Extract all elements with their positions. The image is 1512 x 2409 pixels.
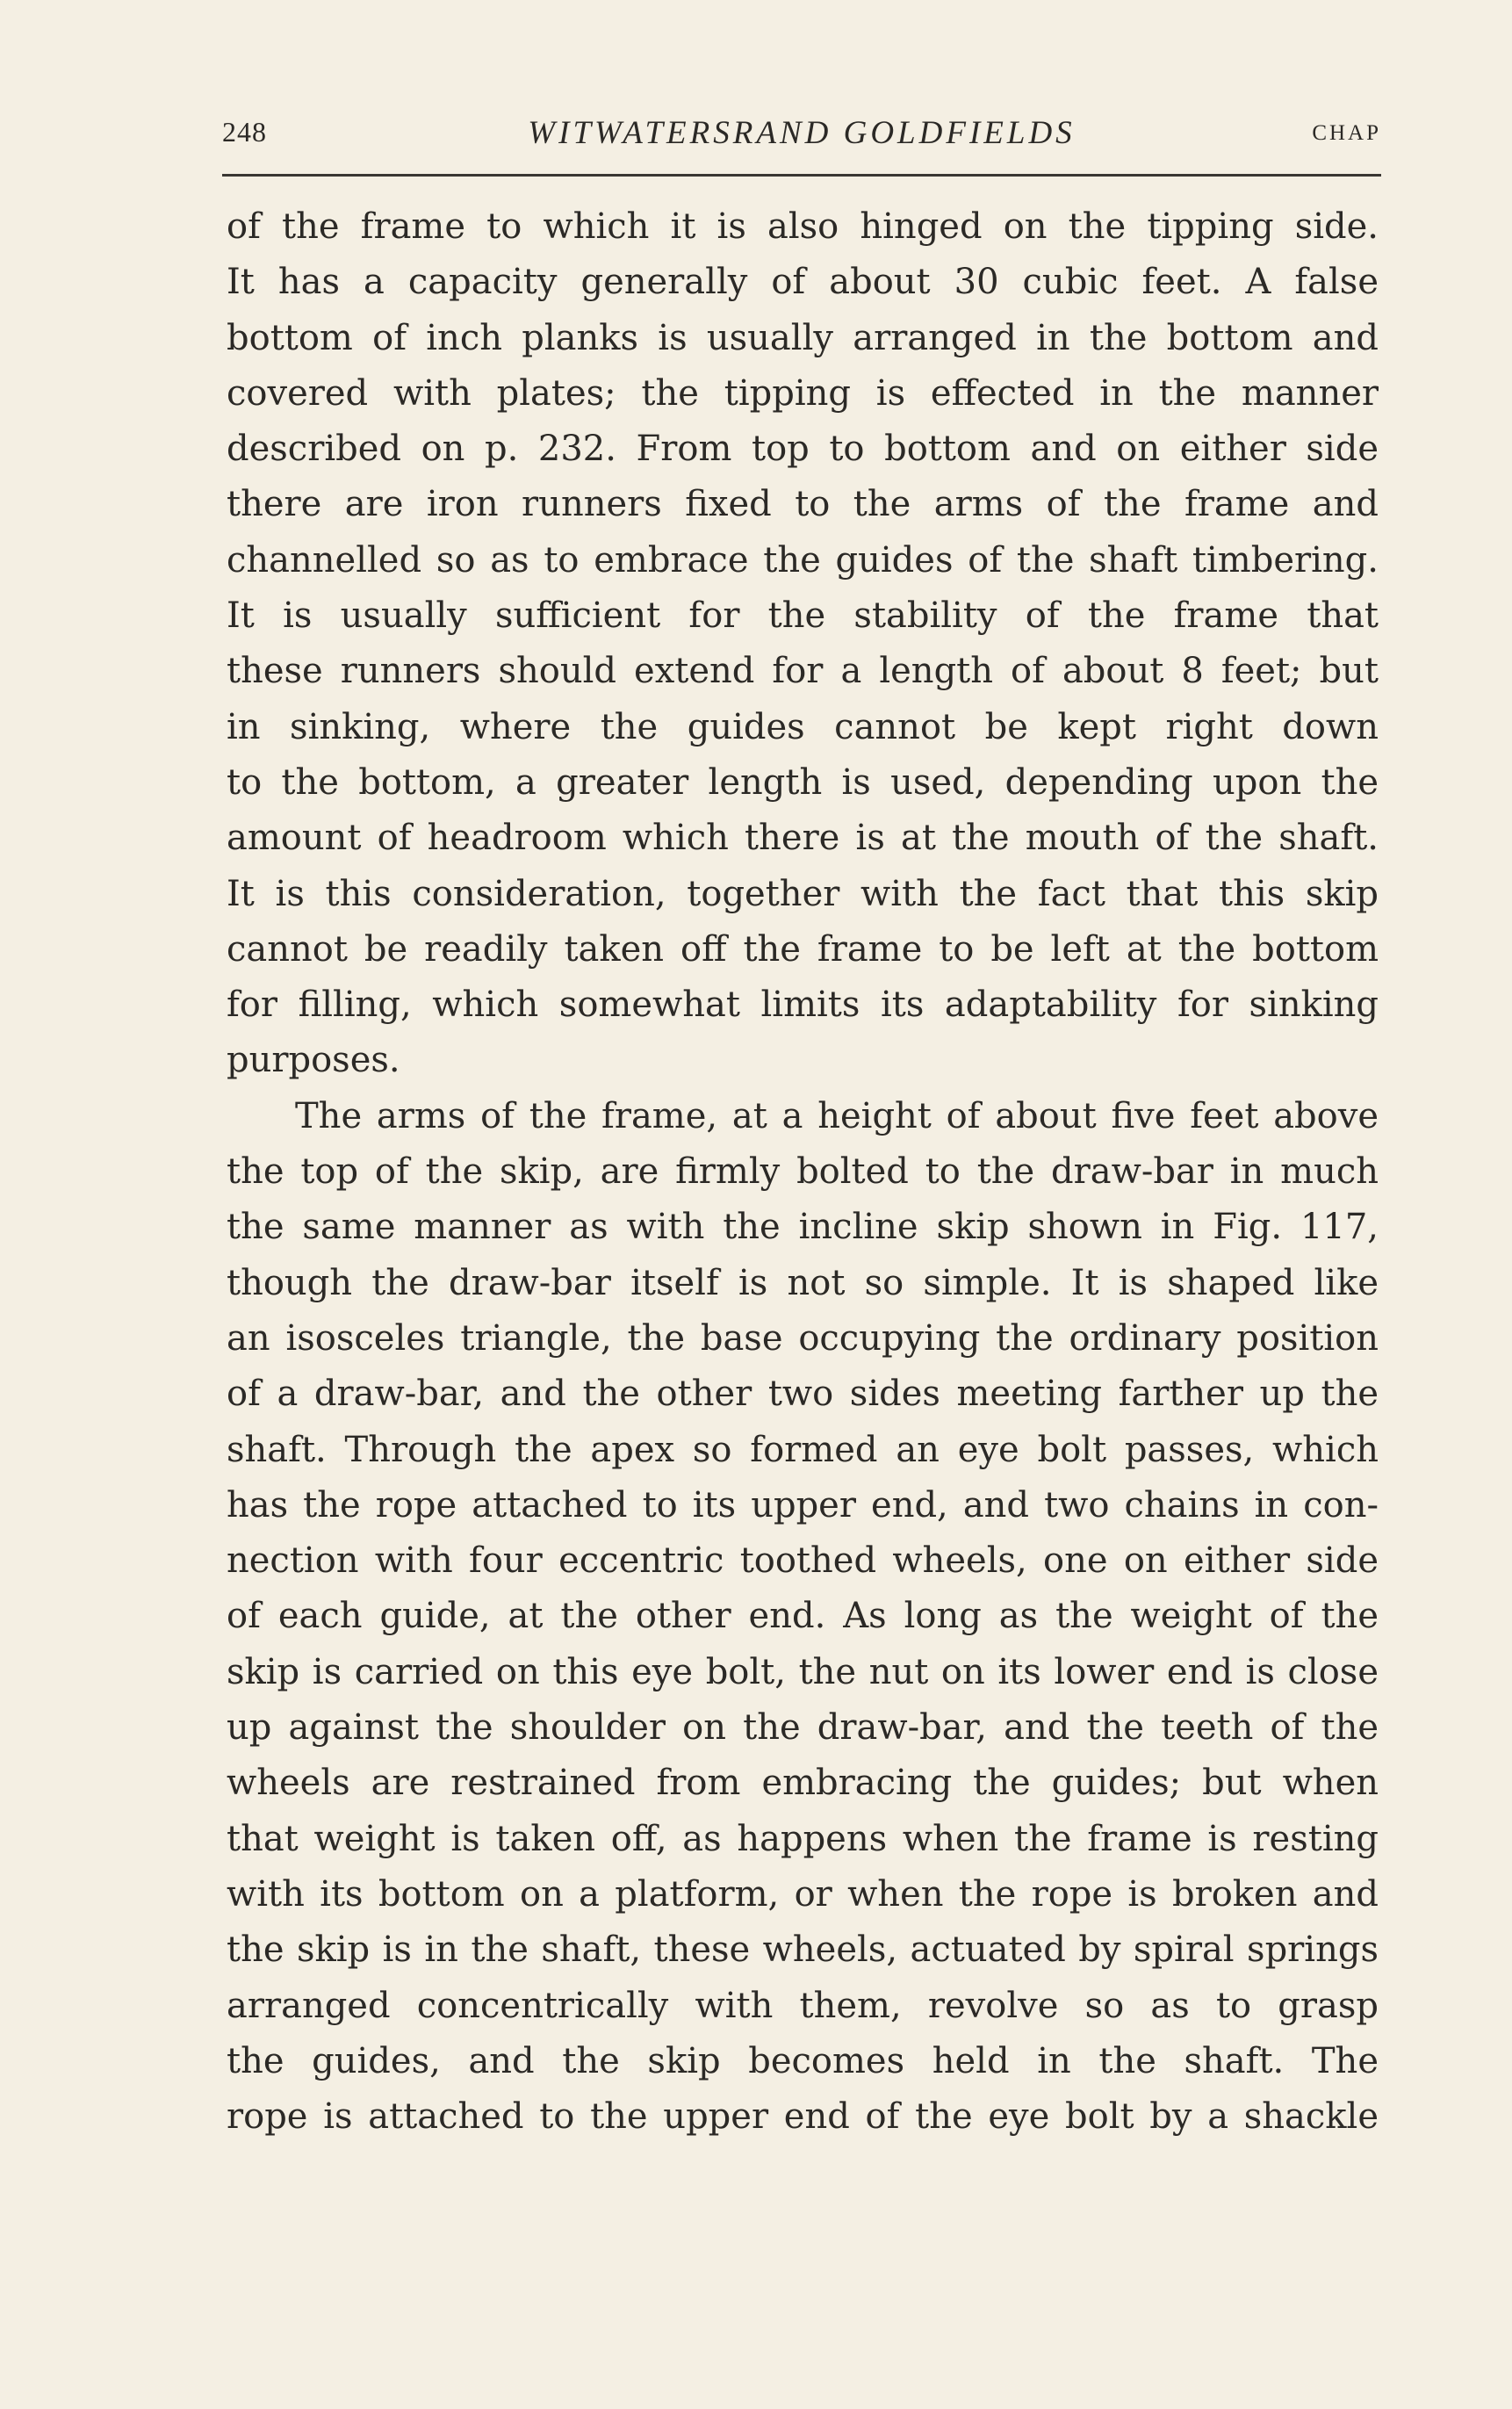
text-line: of a draw-bar, and the other two sides meeting farther up the (227, 1374, 1379, 1415)
text-line: shaft. Through the apex so formed an eye bolt passes, which (227, 1429, 1379, 1470)
text-line: bottom of inch planks is usually arranged in the bottom and (227, 317, 1379, 358)
running-head (222, 116, 1381, 155)
text-line: the guides, and the skip becomes held in the shaft. The (227, 2040, 1379, 2081)
text-line: purposes. (227, 1040, 400, 1081)
book-title: WITWATERSRAND GOLDFIELDS (528, 115, 1076, 151)
text-line: It has a capacity generally of about 30 cubic feet. A false (227, 262, 1379, 303)
text-line: arranged concentrically with them, revolve so as to grasp (227, 1985, 1379, 2026)
text-line: though the draw-bar itself is not so simple. It is shaped like (227, 1262, 1379, 1303)
text-line: amount of headroom which there is at the mouth of the shaft. (227, 818, 1379, 859)
text-line: channelled so as to embrace the guides of the shaft timbering. (227, 539, 1379, 581)
text-line: of each guide, at the other end. As long as the weight of the (227, 1596, 1379, 1637)
text-line: for filling, which somewhat limits its adaptability for sinking (227, 985, 1379, 1026)
text-line: that weight is taken off, as happens when the frame is resting (227, 1818, 1379, 1859)
text-line: wheels are restrained from embracing the guides; but when (227, 1763, 1379, 1804)
text-line: an isosceles triangle, the base occupying the ordinary position (227, 1317, 1379, 1359)
chapter-label: CHAP (1312, 121, 1381, 145)
text-line: It is usually sufficient for the stability of the frame that (227, 595, 1379, 637)
text-line: there are iron runners fixed to the arms of the frame and (227, 484, 1379, 525)
text-line: The arms of the frame, at a height of about five feet above (295, 1095, 1379, 1136)
text-line: the skip is in the shaft, these wheels, actuated by spiral springs (227, 1929, 1379, 1971)
text-line: to the bottom, a greater length is used, depending upon the (227, 761, 1379, 803)
text-line: the same manner as with the incline skip shown in Fig. 117, (227, 1207, 1379, 1248)
text-line: rope is attached to the upper end of the eye bolt by a shackle (227, 2096, 1379, 2138)
text-line: skip is carried on this eye bolt, the nut on its lower end is close (227, 1651, 1379, 1692)
text-line: up against the shoulder on the draw-bar, and the teeth of the (227, 1707, 1379, 1749)
text-line: covered with plates; the tipping is effected in the manner (227, 372, 1379, 414)
text-line: these runners should extend for a length of about 8 feet; but (227, 651, 1379, 692)
text-line: cannot be readily taken off the frame to be left at the bottom (227, 928, 1379, 970)
body-text (227, 199, 1379, 2145)
text-line: with its bottom on a platform, or when the rope is broken and (227, 1873, 1379, 1915)
page-number: 248 (222, 116, 267, 148)
text-line: of the frame to which it is also hinged on the tipping side. (227, 206, 1379, 247)
text-line: in sinking, where the guides cannot be kept right down (227, 706, 1379, 747)
text-line: the top of the skip, are firmly bolted to the draw-bar in much (227, 1151, 1379, 1193)
text-line: nection with four eccentric toothed wheels, one on either side (227, 1540, 1379, 1582)
text-line: It is this consideration, together with the fact that this skip (227, 873, 1379, 914)
text-line: described on p. 232. From top to bottom and on either side (227, 429, 1379, 470)
header-rule (222, 174, 1381, 177)
text-line: has the rope attached to its upper end, and two chains in con- (227, 1484, 1379, 1525)
